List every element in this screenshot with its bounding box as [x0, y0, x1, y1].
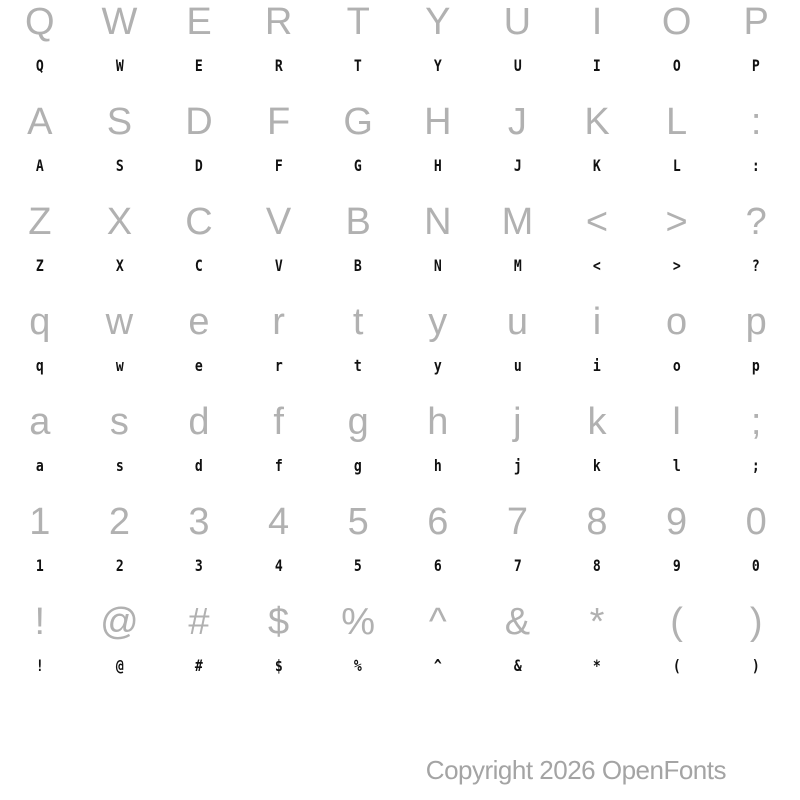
glyph-cell: [80, 500, 160, 600]
reference-glyph: :: [750, 101, 762, 143]
reference-glyph: <: [585, 201, 609, 243]
reference-glyph: #: [188, 601, 210, 643]
font-glyph: 1: [35, 556, 44, 575]
glyph-cell: [239, 0, 319, 100]
glyph-cell: [557, 300, 637, 400]
font-glyph: L: [672, 156, 681, 175]
reference-glyph: ): [749, 601, 763, 643]
glyph-cell: [557, 600, 637, 700]
glyph-cell: [318, 100, 398, 200]
glyph-cell: [239, 200, 319, 300]
font-glyph: V: [274, 256, 283, 275]
glyph-cell: [716, 600, 796, 700]
glyph-cell: [637, 400, 717, 500]
font-glyph: 7: [513, 556, 522, 575]
glyph-cell: [716, 500, 796, 600]
glyph-cell: [318, 300, 398, 400]
glyph-cell: [80, 100, 160, 200]
reference-glyph: 8: [586, 501, 608, 543]
font-glyph: 9: [672, 556, 681, 575]
reference-glyph: g: [347, 401, 369, 443]
reference-glyph: 1: [29, 501, 51, 543]
font-glyph: S: [115, 156, 124, 175]
reference-glyph: W: [101, 1, 138, 43]
font-glyph: 8: [593, 556, 601, 575]
reference-glyph: a: [29, 401, 51, 443]
font-glyph: %: [354, 656, 363, 675]
font-glyph: e: [195, 356, 203, 375]
font-glyph: 3: [195, 556, 203, 575]
glyph-cell: [159, 100, 239, 200]
font-glyph: s: [115, 456, 124, 475]
reference-glyph: C: [185, 201, 213, 243]
glyph-cell: [0, 600, 80, 700]
font-glyph: i: [593, 356, 601, 375]
reference-glyph: (: [670, 601, 683, 643]
reference-glyph: k: [587, 401, 607, 443]
reference-glyph: %: [341, 601, 376, 643]
font-glyph: D: [195, 156, 203, 175]
font-glyph: ^: [433, 656, 442, 675]
reference-glyph: R: [264, 1, 293, 43]
reference-glyph: 2: [108, 501, 130, 543]
font-glyph: Q: [35, 56, 44, 75]
font-glyph: B: [354, 256, 363, 275]
glyph-cell: [0, 0, 80, 100]
glyph-cell: [80, 300, 160, 400]
glyph-cell: [398, 0, 478, 100]
glyph-cell: [0, 500, 80, 600]
glyph-cell: [478, 300, 558, 400]
reference-glyph: 9: [666, 501, 688, 543]
font-glyph: g: [354, 456, 363, 475]
glyph-cell: [0, 200, 80, 300]
glyph-cell: [557, 0, 637, 100]
glyph-cell: [159, 300, 239, 400]
reference-glyph: t: [352, 301, 364, 343]
reference-glyph: f: [273, 401, 284, 443]
glyph-cell: [716, 300, 796, 400]
reference-glyph: Z: [28, 201, 52, 243]
glyph-cell: [239, 400, 319, 500]
reference-glyph: *: [589, 601, 605, 643]
reference-glyph: Y: [425, 1, 451, 43]
font-glyph: h: [433, 456, 442, 475]
font-glyph: r: [274, 356, 283, 375]
glyph-cell: [0, 100, 80, 200]
glyph-cell: [478, 500, 558, 600]
font-glyph: q: [35, 356, 44, 375]
glyph-cell: [398, 600, 478, 700]
font-glyph: O: [672, 56, 681, 75]
reference-glyph: X: [106, 201, 133, 243]
reference-glyph: >: [665, 201, 688, 243]
reference-glyph: p: [745, 301, 767, 343]
glyph-cell: [239, 100, 319, 200]
font-glyph: *: [593, 656, 601, 675]
reference-glyph: @: [100, 601, 139, 643]
glyph-cell: [0, 300, 80, 400]
font-glyph: t: [354, 356, 363, 375]
glyph-cell: [159, 400, 239, 500]
font-glyph: o: [672, 356, 681, 375]
glyph-cell: [159, 600, 239, 700]
glyph-cell: [716, 200, 796, 300]
glyph-cell: [80, 200, 160, 300]
glyph-cell: [159, 500, 239, 600]
reference-glyph: d: [188, 401, 210, 443]
reference-glyph: E: [186, 1, 212, 43]
reference-glyph: h: [427, 401, 449, 443]
font-glyph: ;: [752, 456, 761, 475]
glyph-cell: [398, 400, 478, 500]
reference-glyph: ;: [750, 401, 762, 443]
glyph-cell: [239, 600, 319, 700]
reference-glyph: V: [265, 201, 292, 243]
glyph-cell: [318, 600, 398, 700]
glyph-cell: [398, 200, 478, 300]
font-glyph: w: [115, 356, 124, 375]
font-glyph: &: [513, 656, 522, 675]
glyph-cell: [80, 400, 160, 500]
font-glyph: 4: [274, 556, 283, 575]
reference-glyph: 5: [347, 501, 369, 543]
reference-glyph: $: [268, 601, 290, 643]
glyph-cell: [716, 400, 796, 500]
font-glyph: #: [195, 656, 203, 675]
reference-glyph: !: [34, 601, 46, 643]
glyph-cell: [716, 0, 796, 100]
reference-glyph: y: [428, 301, 448, 343]
reference-glyph: 4: [268, 501, 290, 543]
reference-glyph: S: [106, 101, 133, 143]
font-glyph: X: [115, 256, 124, 275]
glyph-cell: [637, 200, 717, 300]
glyph-cell: [398, 100, 478, 200]
glyph-cell: [478, 100, 558, 200]
font-glyph: (: [672, 656, 681, 675]
glyph-cell: [239, 300, 319, 400]
font-glyph: T: [354, 56, 363, 75]
glyph-cell: [0, 400, 80, 500]
glyph-cell: [557, 400, 637, 500]
font-glyph: J: [513, 156, 522, 175]
reference-glyph: &: [504, 601, 531, 643]
copyright-text: Copyright 2026 OpenFonts: [425, 755, 726, 785]
reference-glyph: 7: [506, 501, 528, 543]
font-glyph: !: [35, 656, 44, 675]
glyph-cell: [398, 500, 478, 600]
reference-glyph: M: [501, 201, 534, 243]
font-glyph: <: [593, 256, 601, 275]
glyph-cell: [478, 400, 558, 500]
font-glyph: W: [115, 56, 124, 75]
reference-glyph: J: [507, 101, 527, 143]
font-glyph: $: [274, 656, 283, 675]
font-glyph: I: [593, 56, 601, 75]
font-glyph: P: [752, 56, 761, 75]
font-glyph: C: [195, 256, 203, 275]
reference-glyph: s: [109, 401, 129, 443]
font-glyph: 2: [115, 556, 124, 575]
glyph-cell: [478, 600, 558, 700]
glyph-cell: [478, 0, 558, 100]
reference-glyph: L: [666, 101, 688, 143]
font-glyph: ?: [752, 256, 761, 275]
glyph-cell: [80, 600, 160, 700]
reference-glyph: N: [424, 201, 452, 243]
reference-glyph: O: [661, 1, 692, 43]
glyph-cell: [716, 100, 796, 200]
reference-glyph: H: [424, 101, 452, 143]
reference-glyph: K: [584, 101, 610, 143]
glyph-cell: [557, 200, 637, 300]
font-glyph: E: [195, 56, 203, 75]
glyph-cell: [557, 100, 637, 200]
font-glyph: f: [274, 456, 283, 475]
reference-glyph: r: [272, 301, 285, 343]
reference-glyph: e: [188, 301, 210, 343]
glyph-cell: [318, 500, 398, 600]
font-glyph: j: [513, 456, 522, 475]
reference-glyph: Q: [25, 1, 55, 43]
font-glyph: U: [513, 56, 522, 75]
font-glyph: 6: [433, 556, 442, 575]
glyph-cell: [398, 300, 478, 400]
font-glyph: u: [513, 356, 522, 375]
reference-glyph: U: [503, 1, 532, 43]
reference-glyph: T: [346, 1, 370, 43]
reference-glyph: o: [666, 301, 688, 343]
glyph-cell: [637, 500, 717, 600]
font-glyph: A: [35, 156, 44, 175]
font-glyph: p: [752, 356, 761, 375]
reference-glyph: D: [185, 101, 213, 143]
glyph-cell: [318, 200, 398, 300]
font-glyph: G: [354, 156, 363, 175]
font-glyph: R: [274, 56, 283, 75]
glyph-cell: [159, 0, 239, 100]
font-glyph: Y: [433, 56, 442, 75]
reference-glyph: u: [506, 301, 528, 343]
font-glyph: k: [593, 456, 601, 475]
glyph-cell: [637, 0, 717, 100]
font-glyph: y: [433, 356, 442, 375]
glyph-cell: [239, 500, 319, 600]
glyph-cell: [478, 200, 558, 300]
font-glyph: H: [433, 156, 442, 175]
font-glyph: 0: [752, 556, 761, 575]
font-glyph: @: [115, 656, 124, 675]
glyph-cell: [318, 400, 398, 500]
reference-glyph: P: [743, 1, 769, 43]
reference-glyph: l: [672, 401, 681, 443]
reference-glyph: w: [105, 301, 134, 343]
reference-glyph: B: [345, 201, 371, 243]
reference-glyph: I: [591, 1, 603, 43]
font-glyph: 5: [354, 556, 363, 575]
glyph-cell: [557, 500, 637, 600]
font-glyph: :: [752, 156, 761, 175]
font-glyph: N: [433, 256, 442, 275]
glyph-cell: [637, 300, 717, 400]
reference-glyph: 0: [745, 501, 767, 543]
glyph-cell: [637, 600, 717, 700]
reference-glyph: ?: [745, 201, 767, 243]
font-glyph: a: [35, 456, 44, 475]
reference-glyph: ^: [428, 601, 447, 643]
font-glyph: F: [274, 156, 283, 175]
font-glyph: l: [672, 456, 681, 475]
reference-glyph: i: [592, 301, 602, 343]
glyph-cell: [80, 0, 160, 100]
glyph-cell: [318, 0, 398, 100]
font-glyph: M: [513, 256, 522, 275]
font-glyph: ): [752, 656, 761, 675]
reference-glyph: F: [266, 101, 291, 143]
reference-glyph: A: [27, 101, 53, 143]
font-glyph: d: [195, 456, 203, 475]
glyph-cell: [159, 200, 239, 300]
reference-glyph: G: [343, 101, 373, 143]
font-glyph: K: [593, 156, 601, 175]
reference-glyph: 3: [188, 501, 210, 543]
reference-glyph: 6: [427, 501, 449, 543]
reference-glyph: q: [29, 301, 51, 343]
font-glyph: Z: [35, 256, 44, 275]
glyph-cell: [637, 100, 717, 200]
font-glyph: >: [672, 256, 681, 275]
reference-glyph: j: [513, 401, 522, 443]
